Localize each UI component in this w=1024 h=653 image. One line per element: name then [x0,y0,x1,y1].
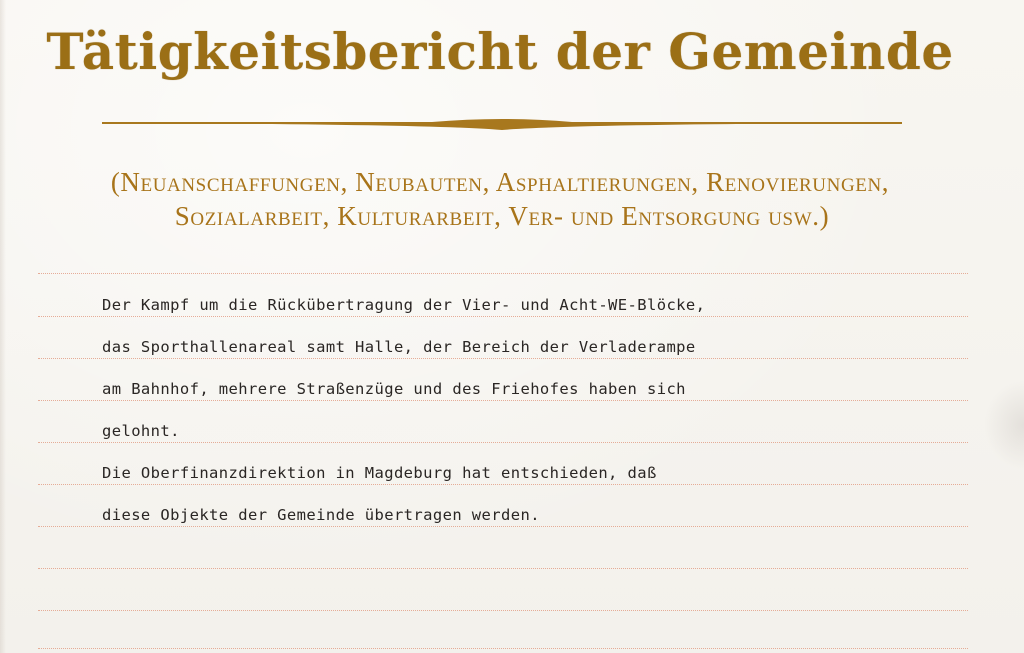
ruled-line [38,316,968,317]
ruled-line [38,648,968,649]
document-title: Tätigkeitsbericht der Gemeinde [46,22,954,81]
body-line: das Sporthallenareal samt Halle, der Bereich der Verladerampe [102,338,696,356]
ruled-line [38,610,968,611]
paper-crease [984,380,1024,470]
ruled-line [38,273,968,274]
ruled-line [38,526,968,527]
body-line: Der Kampf um die Rückübertragung der Vier- und Acht-WE-Blöcke, [102,296,706,314]
ruled-line [38,568,968,569]
body-line: Die Oberfinanzdirektion in Magdeburg hat entschieden, daß [102,464,657,482]
ruled-lines [38,0,968,653]
ruled-line [38,400,968,401]
paper-edge-shadow [0,0,6,653]
body-line: diese Objekte der Gemeinde übertragen werden. [102,506,540,524]
body-line: am Bahnhof, mehrere Straßenzüge und des Friehofes haben sich [102,380,686,398]
subtitle-line-1: (Neuanschaffungen, Neubauten, Asphaltierungen, Renovierungen, [110,167,890,197]
ruled-line [38,358,968,359]
ruled-line [38,442,968,443]
subtitle-line-2: Sozialarbeit, Kulturarbeit, Ver- und Entsorgung usw.) [174,201,830,231]
body-line: gelohnt. [102,422,180,440]
ruled-line [38,484,968,485]
